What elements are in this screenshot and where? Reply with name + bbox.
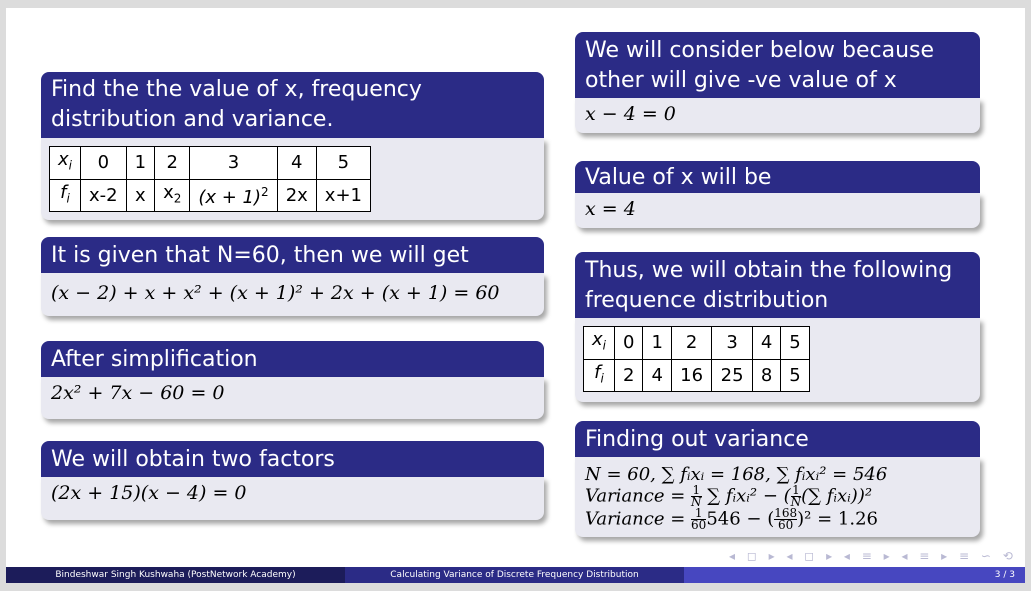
block-find [41, 72, 544, 220]
table-cell: 16 [671, 359, 711, 392]
table-cell: 2 [155, 147, 190, 180]
variance-line-2: Variance = $\frac{1}{N}$ ∑ fᵢxᵢ² − ( $\frac{1}{N}$ (∑ fᵢxᵢ))² [585, 483, 873, 509]
table-cell: 2 [615, 359, 643, 392]
block-consider [575, 32, 980, 133]
table-cell: 25 [712, 359, 752, 392]
block-obtain-title: Thus, we will obtain the following frequence distribution [575, 252, 980, 318]
block-given-equation: (x − 2) + x + x² + (x + 1)² + 2x + (x + 1) = 60 [41, 273, 544, 316]
block-given-title: It is given that N=60, then we will get [41, 237, 544, 273]
block-given [41, 237, 544, 316]
block-factors-equation: (2x + 15)(x − 4) = 0 [41, 477, 544, 520]
table-cell-head: $x_i$ [50, 147, 81, 180]
table-cell: 4 [643, 359, 671, 392]
block-simplify-title: After simplification [41, 341, 544, 377]
fraction: $\frac{168}{60}$ [774, 506, 798, 532]
block-obtain-body [575, 318, 980, 402]
footer-title-bar [345, 567, 684, 583]
table-cell: 4 [752, 327, 780, 360]
table-row [50, 179, 371, 212]
block-factors-title: We will obtain two factors [41, 441, 544, 477]
table-cell: 5 [781, 327, 809, 360]
footer-title: Calculating Variance of Discrete Frequency Distribution [390, 570, 639, 580]
block-find-body [41, 138, 544, 220]
table-cell: 2 [671, 327, 711, 360]
footer-page-bar [684, 567, 1025, 583]
frequency-table-result [583, 326, 810, 392]
table-cell: 1 [643, 327, 671, 360]
table-cell: x-2 [81, 179, 127, 212]
footer-page-number: 3 / 3 [994, 570, 1015, 580]
block-variance-title: Finding out variance [575, 421, 980, 457]
table-cell: $x_2$ [155, 179, 190, 212]
table-row [50, 147, 371, 180]
table-cell: x+1 [316, 179, 370, 212]
table-cell: 3 [190, 147, 277, 180]
table-cell: 0 [81, 147, 127, 180]
table-row [584, 327, 810, 360]
block-variance-body [575, 457, 980, 537]
block-value [575, 161, 980, 228]
fraction: $\frac{1}{N}$ [691, 483, 702, 509]
table-cell: $(x + 1)^2$ [190, 179, 277, 212]
block-value-equation: x = 4 [575, 193, 980, 228]
variance-line-1: N = 60, ∑ fᵢxᵢ = 168, ∑ fᵢxᵢ² = 546 [585, 464, 888, 485]
table-cell: 4 [277, 147, 316, 180]
table-cell: 3 [712, 327, 752, 360]
variance-line-3: Variance = $\frac{1}{60}$ 546 − ( $\frac{168}{60}$ )² = 1.26 [585, 506, 878, 532]
block-simplify-equation: 2x² + 7x − 60 = 0 [41, 377, 544, 419]
fraction: $\frac{1}{N}$ [790, 483, 802, 509]
footer [6, 567, 1025, 583]
frequency-table-unknown [49, 146, 371, 212]
block-factors [41, 441, 544, 520]
table-cell: x [126, 179, 154, 212]
table-cell-head: $x_i$ [584, 327, 615, 360]
fraction: $\frac{1}{60}$ [691, 506, 707, 532]
table-cell: 5 [781, 359, 809, 392]
block-variance [575, 421, 980, 537]
block-consider-title: We will consider below because other will give -ve value of x [575, 32, 980, 98]
block-obtain [575, 252, 980, 402]
table-cell: 5 [316, 147, 370, 180]
beamer-nav-icons[interactable]: ◂ ◻ ▸ ◂ ◻ ▸ ◂ ≡ ▸ ◂ ≡ ▸ ≡ ∽ ⟲ [729, 549, 1017, 563]
table-cell-head: $f_i$ [50, 179, 81, 212]
table-cell-head: $f_i$ [584, 359, 615, 392]
footer-author: Bindeshwar Singh Kushwaha (PostNetwork Academy) [55, 570, 296, 580]
footer-author-bar [6, 567, 345, 583]
block-find-title: Find the the value of x, frequency distribution and variance. [41, 72, 544, 138]
table-cell: 2x [277, 179, 316, 212]
table-cell: 8 [752, 359, 780, 392]
block-value-title: Value of x will be [575, 161, 980, 193]
block-consider-equation: x − 4 = 0 [575, 98, 980, 133]
table-row [584, 359, 810, 392]
table-cell: 1 [126, 147, 154, 180]
block-simplify [41, 341, 544, 419]
table-cell: 0 [615, 327, 643, 360]
